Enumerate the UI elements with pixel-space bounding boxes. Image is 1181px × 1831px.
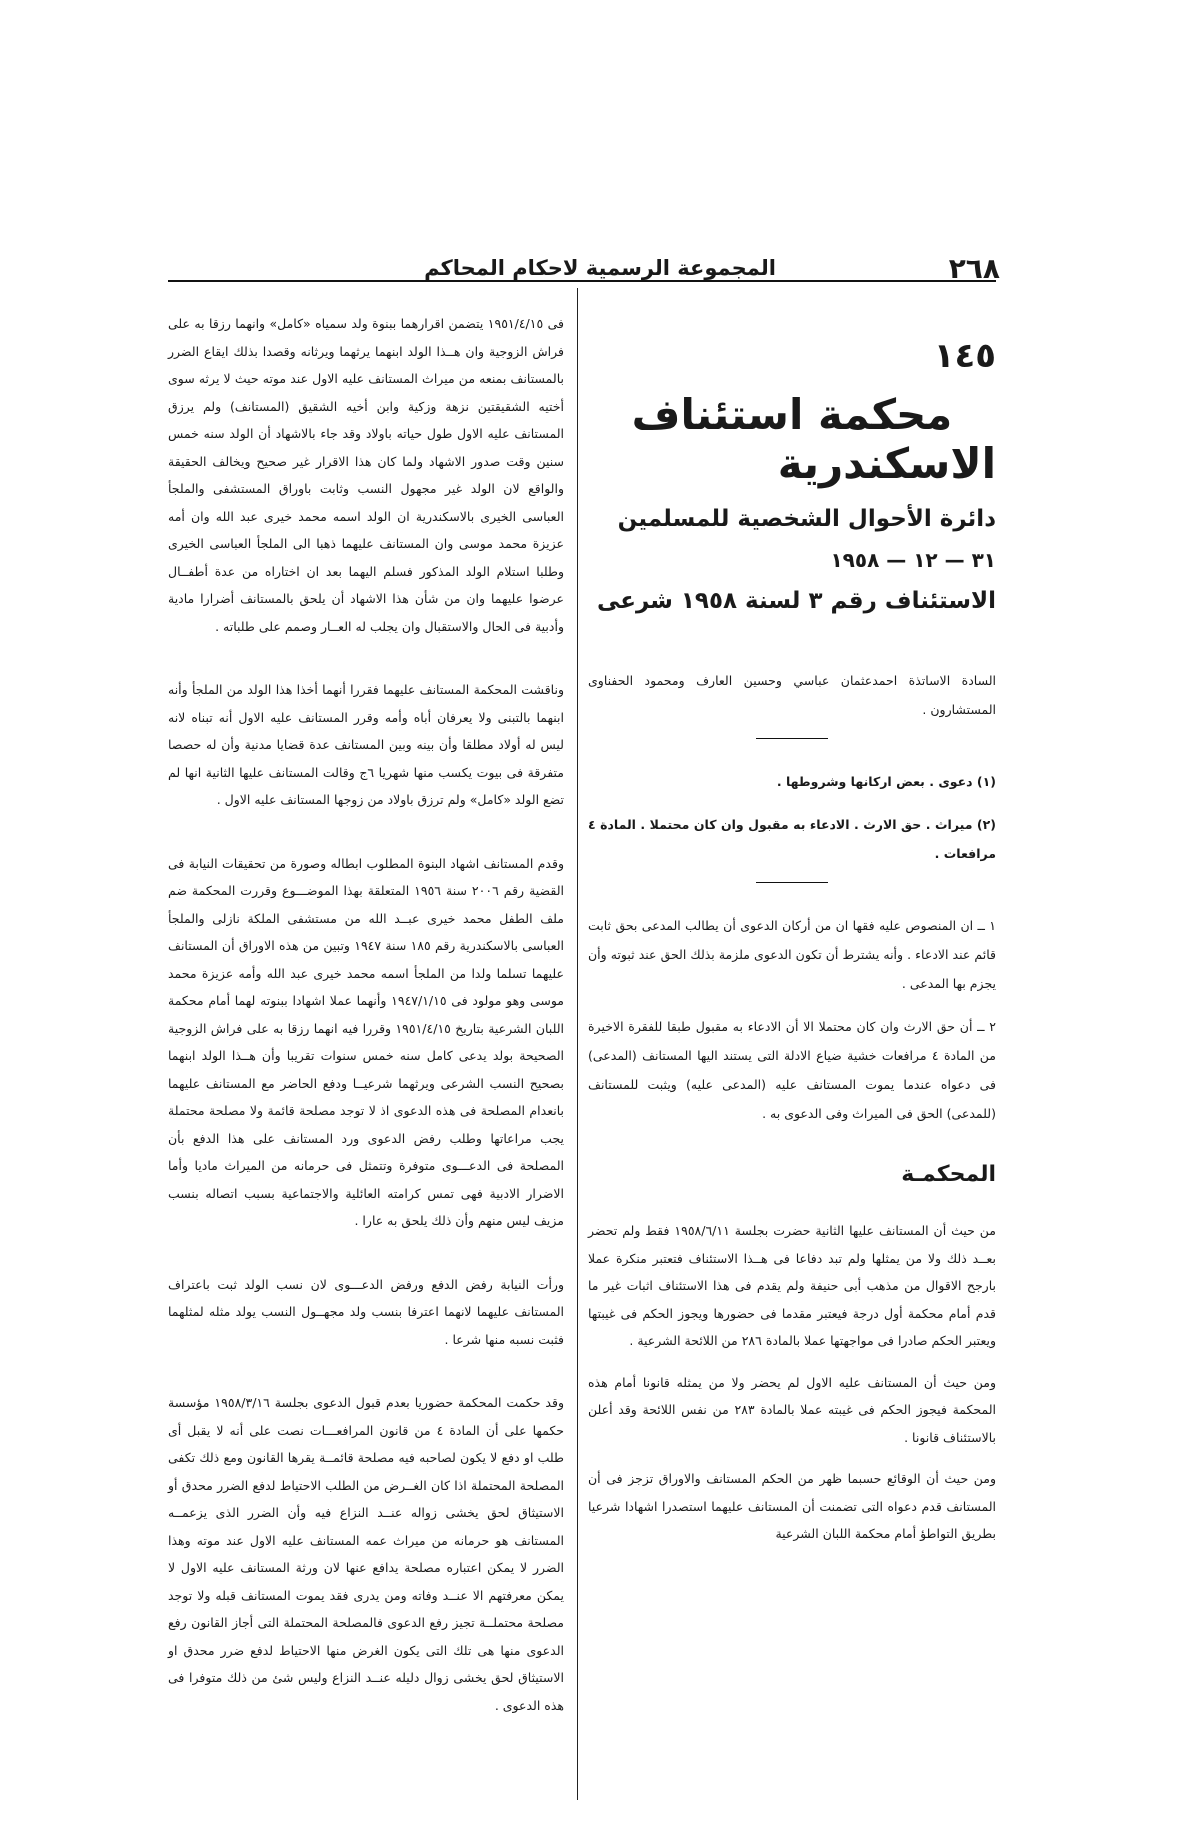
section-title: المحكمـة	[901, 1162, 996, 1187]
body-paragraph: فى ١٩٥١/٤/١٥ يتضمن اقرارهما ببنوة ولد سمياه «كامل» وانهما رزقا به على فراش الزوجية وان هــذا الولد ابنهما يرثهما ويرثانه وقصدا بذلك ايقاع الضرر بالمستانف بمنعه من ميراث المستانف عليه الاول عند موته حيث لا يرثه سوى أختيه الشقيقتين نزهة وزكية وابن أخيه الشقيق (المستانف) ولم يرزق المستانف عليه الاول طول حياته باولاد وقد جاء بالاشهاد أن الولد سنه خمس سنين وقت صدور الاشهاد ولما كان هذا الاقرار غير صحيح ويخالف الحقيقة والواقع لان الولد غير مجهول النسب وثابت باوراق المستشفى والملجأ العباسى الخيرى بالاسكندرية ان الولد اسمه محمد خيرى عبد الله وان أمه عزيزة محمد موسى وان المستانف عليهما ذهبا الى الملجأ العباسى الخيرى وطلبا استلام الولد المذكور فسلم اليهما بعد ان اختاراه من عدة أطفــال عرضوا عليهما وان من شأن هذا الاشهاد أن يلحق بالمستانف أضرارا مادية وأدبية فى الحال والاستقبال وان يجلب له العــار وصمم على طلباته .	[168, 316, 564, 634]
paragraph-gap	[168, 1367, 564, 1389]
paragraph-gap	[168, 654, 564, 676]
principle-2: ٢ ــ أن حق الارث وان كان محتملا الا أن الادعاء به مقبول طبقا للفقرة الاخيرة من المادة ٤ مرافعات خشية ضياع الادلة التى يستند اليها المستانف (المدعى) فى دعواه عندما يموت المستانف عليه (المدعى عليه) ويثبت للمستانف (للمدعى) الحق فى الميراث وفى الدعوى به .	[588, 1019, 997, 1121]
paragraph-gap	[168, 828, 564, 850]
court-name: محكمة استئناف الاسكندرية	[631, 390, 996, 488]
column-divider	[577, 288, 578, 1800]
court-paragraph: من حيث أن المستانف عليها الثانية حضرت بجلسة ١٩٥٨/٦/١١ فقط ولم تحضر بعــد ذلك ولا من يمثلها ولم تبد دفاعا فى هــذا الاستئناف فتعتبر منكرة عملا بارجح الاقوال من مذهب أبى حنيفة ولم يقدم فى هذا الاستئناف اثبات غير ما قدم أمام محكمة أول درجة فيعتبر مقدما فى حضورها ويجوز الحكم فى غيبتها ويعتبر الحكم صادرا فى مواجهتها عملا بالمادة ٢٨٦ من اللائحة الشرعية .	[588, 1223, 996, 1348]
body-paragraph: ورأت النيابة رفض الدفع ورفض الدعـــوى لان نسب الولد ثبت باعتراف المستانف عليهما لانهما اعترفا بنسب ولد مجهــول النسب يولد مثله لمثلهما فثبت نسبه منها شرعا .	[168, 1276, 564, 1347]
judgment-date: ٣١ — ١٢ — ١٩٥٨	[830, 548, 996, 572]
court-paragraph: ومن حيث أن الوقائع حسبما ظهر من الحكم المستانف والاوراق تزجز فى أن المستانف قدم دعواه التى تضمنت أن المستانف عليهما استصدرا اشهادا شرعيا بطريق التواطؤ أمام محكمة اللبان الشرعية	[588, 1471, 996, 1541]
left-column	[168, 310, 564, 1733]
body-paragraph: وقدم المستانف اشهاد البنوة المطلوب ابطاله وصورة من تحقيقات النيابة فى القضية رقم ٢٠٠٦ سنة ١٩٥٦ المتعلقة بهذا الموضـــوع وقررت المحكمة ضم ملف الطفل محمد خيرى عبــد الله من مستشفى الملكة نازلى والملجأ العباسى بالاسكندرية رقم ١٨٥ سنة ١٩٤٧ وتبين من هذه الاوراق أن المستانف عليهما تسلما ولدا من الملجأ اسمه محمد خيرى عبد الله وأمه عزيزة محمد موسى وهو مولود فى ١٩٤٧/١/١٥ وأنهما عملا اشهادا ببنوته لهما أمام محكمة اللبان الشرعية بتاريخ ١٩٥١/٤/١٥ وقررا فيه انهما رزقا به على فراش الزوجية الصحيحة بولد يدعى كامل سنه خمس سنوات تقريبا وأن هــذا الولد ابنهما بصحيح النسب الشرعى ويرثهما شرعيــا ودفع الحاضر مع المستانف عليهما بانعدام المصلحة فى هذه الدعوى اذ لا توجد مصلحة قائمة ولا مصلحة محتملة يجب مراعاتها وطلب رفض الدعوى ورد المستانف على هذا الدفع بأن المصلحة فى الدعـــوى متوفرة وتتمثل فى حرمانه من الميراث ماديا وأما الاضرار الادبية فهى تمس كرامته العائلية والاجتماعية بسبب اتصاله بنسب مزيف ليس منهم وأن ذلك يلحق به عارا .	[168, 855, 564, 1228]
header-rule	[168, 280, 996, 282]
separator-rule	[756, 882, 828, 883]
paragraph-gap	[168, 1249, 564, 1271]
court-paragraph: ومن حيث أن المستانف عليه الاول لم يحضر ولا من يمثله قانونا أمام هذه المحكمة فيجوز الحكم فى غيبته عملا بالمادة ٢٨٣ من نفس اللائحة وقد أعلن بالاستئناف قانونا .	[588, 1374, 996, 1445]
running-title: المجموعة الرسمية لاحكام المحاكم	[424, 256, 776, 280]
case-number: ١٤٥	[933, 336, 996, 376]
right-column	[588, 336, 996, 1562]
circuit-name: دائرة الأحوال الشخصية للمسلمين	[617, 506, 996, 532]
headnote-2: (٢) ميراث . حق الارث . الادعاء به مقبول وان كان محتملا . المادة ٤ مرافعات .	[588, 817, 996, 861]
headnote-1: (١) دعوى . بعض اركانها وشروطها .	[776, 774, 996, 789]
separator-rule	[756, 738, 828, 739]
body-paragraph: وقد حكمت المحكمة حضوريا بعدم قبول الدعوى بجلسة ١٩٥٨/٣/١٦ مؤسسة حكمها على أن المادة ٤ من قانون المرافعـــات نصت على أنه لا يقبل أى طلب او دفع لا يكون لصاحبه فيه مصلحة قائمــة يقرها القانون ومع ذلك تكفى المصلحة المحتملة اذا كان الغــرض من الطلب الاحتياط لدفع الضرر محدق أو الاستيثاق لحق يخشى زواله عنــد النزاع فيه وأن الضرر الذى يزعمــه المستانف هو حرمانه من ميراث عمه المستانف عليه الاول عند موته وهذا الضرر لا يمكن اعتباره مصلحة يدافع عنها لان ورثة المستانف عليه الاول لا يمكن معرفتهم الا عنــد وفاته ومن يدرى فقد يموت المستانف قبله ولا توجد مصلحة محتملــة تجيز رفع الدعوى فالمصلحة المحتملة التى أجاز القانون رفع الدعوى منها هى تلك التى يكون الغرض منها الاحتياط لدفع ضرر محدق او الاستيثاق لحق يخشى زوال دليله عنــد النزاع وليس شئ من ذلك متوفرا فى هذه الدعوى .	[168, 1395, 564, 1713]
body-paragraph: وناقشت المحكمة المستانف عليهما فقررا أنهما أخذا هذا الولد من الملجأ وأنه ابنهما بالتبنى ولا يعرفان أباه وأمه وقرر المستانف عليه الاول أنه تبناه لانه ليس له أولاد مطلقا وأن بينه وبين المستانف عدة قضايا مدنية وأن له حصصا متفرقة فى بيوت يكسب منها شهريا ٦ج وقالت المستانف عليها الثانية انها لم تضع الولد «كامل» ولم ترزق باولاد من زوجها المستانف عليه الاول .	[168, 682, 564, 807]
judges-panel: السادة الاساتذة احمدعثمان عباسي وحسين العارف ومحمود الحفناوى المستشارون .	[588, 673, 996, 717]
page-number: ٢٦٨	[948, 252, 1000, 285]
appeal-number: الاستئناف رقم ٣ لسنة ١٩٥٨ شرعى	[596, 588, 996, 614]
principle-1: ١ ــ ان المنصوص عليه فقها ان من أركان الدعوى أن يطالب المدعى بحق ثابت قائم عند الادعاء . وأنه يشترط أن تكون الدعوى ملزمة بذلك الحق عند ثبوته وأن يجزم بها المدعى .	[588, 918, 996, 991]
